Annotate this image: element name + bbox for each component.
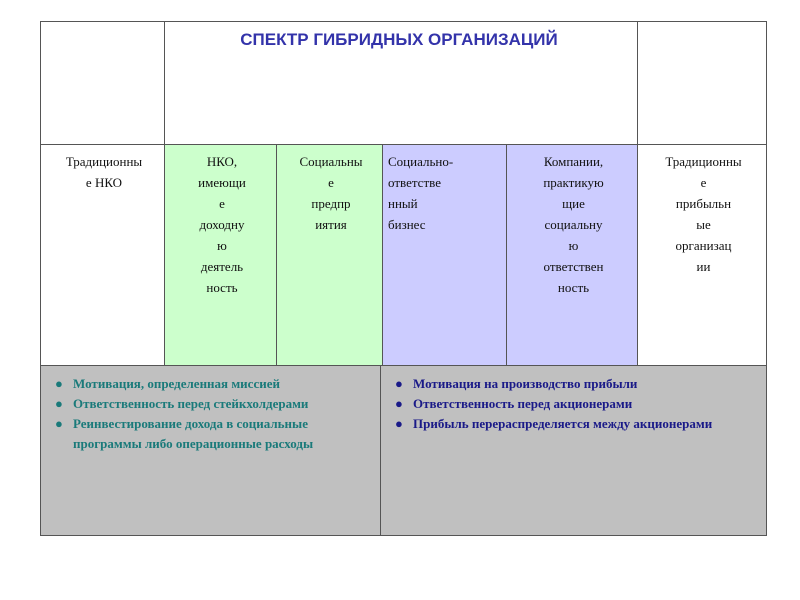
category-traditional-nko: Традиционны е НКО bbox=[41, 145, 165, 366]
category-social-enterprises: Социальны е предпр иятия bbox=[277, 145, 383, 366]
bullet-dot-icon: ● bbox=[395, 376, 403, 391]
category-csr-companies: Компании, практикую щие социальну ю ответствен ность bbox=[507, 145, 638, 366]
bullet-dot-icon: ● bbox=[55, 416, 63, 431]
header-empty-left bbox=[41, 22, 165, 145]
category-traditional-profit: Традиционны е прибыльн ые организац ии bbox=[638, 145, 767, 366]
bullet-dot-icon: ● bbox=[395, 416, 403, 431]
category-social-responsible-business: Социально- ответстве нный бизнес bbox=[383, 145, 507, 366]
hybrid-spectrum-table bbox=[40, 21, 767, 536]
bullet-dot-icon: ● bbox=[395, 396, 403, 411]
header-empty-right bbox=[638, 22, 767, 145]
forprofit-traits-cell bbox=[381, 366, 767, 536]
nonprofit-traits-cell bbox=[41, 366, 381, 536]
left-bullet-item: ● Реинвестирование дохода в социальные программы либо операционные расходы bbox=[55, 416, 314, 451]
bullet-dot-icon: ● bbox=[55, 396, 63, 411]
left-bullet-item: ● Мотивация, определенная миссией bbox=[45, 374, 376, 394]
bullet-dot-icon: ● bbox=[55, 376, 63, 391]
left-bullet-item: ● Ответственность перед стейкхолдерами bbox=[45, 394, 376, 414]
right-bullet-item: ● Мотивация на производство прибыли bbox=[385, 374, 762, 394]
right-bullet-item: ● Прибыль перераспределяется между акционерами bbox=[385, 414, 762, 434]
page-title: СПЕКТР ГИБРИДНЫХ ОРГАНИЗАЦИЙ bbox=[240, 30, 558, 49]
right-bullet-item: ● Ответственность перед акционерами bbox=[385, 394, 762, 414]
category-nko-income: НКО, имеющи е доходну ю деятель ность bbox=[165, 145, 277, 366]
